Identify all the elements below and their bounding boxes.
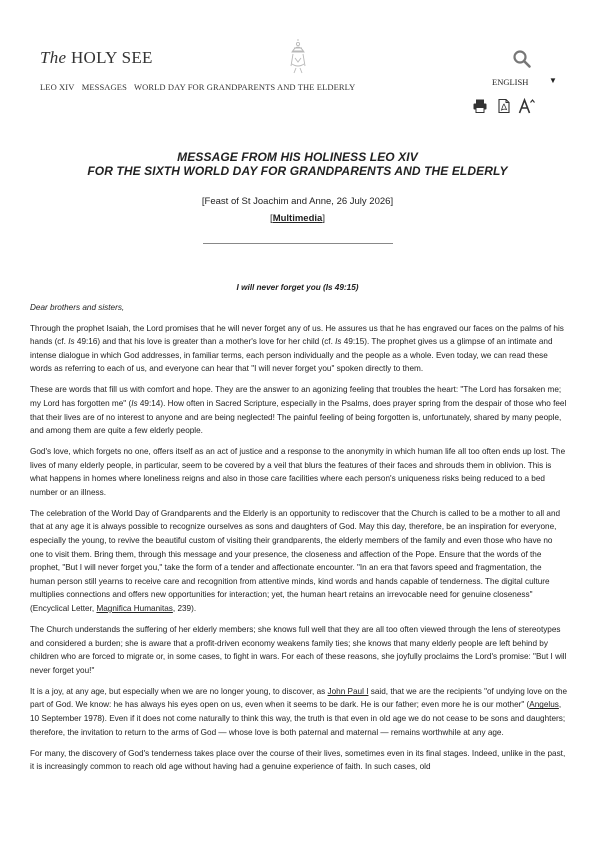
papal-emblem-icon xyxy=(283,38,313,74)
paragraph-6: It is a joy, at any age, but especially when we are no longer young, to discover, as John Paul I said, that we are the recipients "of undying love on the part of God. We know: he has always his eyes open on us, even when it seems to be dark. He is our father; even more he is our mother" (Angelus, 10 September 1978). Even if it does not come naturally to think this way, the truth is that even in old age we do not cease to be sons and daughters; therefore, the invitation to return to the arms of God — whose love is both paternal and maternal — remains worthwhile at any age. xyxy=(30,686,568,737)
paragraph-3: God's love, which forgets no one, offers itself as an act of justice and a response to the anonymity in which human life all too often ends up lost. The lives of many elderly people, in particular, seem to be covered by a veil that blurs the features of their faces and shrouds them in oblivion. This is what happens in homes where loneliness reigns and also in those care facilities where each person's uniqueness risks being reduced to a bed number or an illness. xyxy=(30,447,566,497)
john-paul-i-link[interactable]: John Paul I xyxy=(327,686,369,696)
multimedia-row xyxy=(0,213,595,224)
bracket-open: [ xyxy=(270,213,273,224)
message-subtitle: I will never forget you (Is 49:15) xyxy=(236,283,359,292)
angelus-link[interactable]: Angelus xyxy=(529,700,559,710)
paragraph-1: Through the prophet Isaiah, the Lord promises that he will never forget any of us. He assures us that he has engraved our faces on the palms of his hands (cf. Is 49:16) and that his love is greater than a mother's love for her child (cf. Is 49:15). The prophet gives us a glimpse of an intimate and intense dialogue in which God addresses, in familiar terms, each person individually and the people as a whole. Even today, we can read these words as referring to each of us, and everyone can hear that "I will never forget you" spoken directly to them. xyxy=(30,323,564,374)
logo-holy-see: HOLY SEE xyxy=(70,48,153,67)
search-icon[interactable] xyxy=(512,49,532,69)
divider xyxy=(203,243,393,244)
multimedia-link[interactable]: Multimedia xyxy=(272,213,323,224)
breadcrumb-item-leo-xiv[interactable]: LEO XIV xyxy=(40,82,75,92)
message-body xyxy=(30,301,568,781)
message-title-line-1: MESSAGE FROM HIS HOLINESS LEO XIV xyxy=(177,150,418,164)
magnifica-humanitas-link[interactable]: Magnifica Humanitas xyxy=(96,604,173,614)
breadcrumb xyxy=(40,82,360,92)
breadcrumb-item-messages[interactable]: MESSAGES xyxy=(81,82,127,92)
chevron-down-icon[interactable]: ▼ xyxy=(549,76,557,85)
pdf-icon[interactable] xyxy=(496,98,512,114)
breadcrumb-item-world-day[interactable]: WORLD DAY FOR GRANDPARENTS AND THE ELDERLY xyxy=(133,82,356,92)
site-logo[interactable] xyxy=(40,48,153,68)
paragraph-2: These are words that fill us with comfort and hope. They are the answer to an agonizing feeling that troubles the heart: "The Lord has forsaken me; my Lord has forgotten me" (Is 49:14). How often in Sacred Scripture, especially in the Psalms, does prayer spring from the despair of those who feel that their lives are of no interest to anyone and are being neglected! The painful feeling of being forgotten is, unfortunately, shared by many people, and among them are quite a few elderly people. xyxy=(30,385,567,436)
feast-date: [Feast of St Joachim and Anne, 26 July 2026] xyxy=(201,196,394,207)
text-size-icon[interactable] xyxy=(518,98,536,114)
language-selector[interactable]: ENGLISH xyxy=(492,77,529,87)
paragraph-5: The Church understands the suffering of her elderly members; she knows full well that they are all too often viewed through the lens of stereotypes and considered a burden; she is aware that a profit-driven economy weakens family ties; she knows that many elderly people are left behind by children who are forced to migrate or, in some cases, to fight in wars. For each of these reasons, she joyfully proclaims the Lord's promise: "But I will never forget you!" xyxy=(30,625,567,675)
paragraph-7: For many, the discovery of God's tenderness takes place over the course of their lives, sometimes even in its final stages. Indeed, unlike in the past, it is increasingly common to reach old age without having had a genuine experience of faith. In such cases, old xyxy=(30,748,566,772)
bracket-close: ] xyxy=(322,213,325,224)
paragraph-4: The celebration of the World Day of Grandparents and the Elderly is an opportunity to rediscover that the Church is called to be a mother to all and that at any age it is always possible to recognize ourselves as sons and daughters of God. May this day, therefore, be an inspiration for everyone, especially the young, to revive the beautiful custom of visiting their grandparents, the elderly members of the family and even those who have no one to visit them. Bring them, through this message and your presence, the closeness and affection of the Pope. Ensure that the words of the prophet, "But I will never forget you," take the form of a tender and affectionate encounter. "In an era that favors speed and fragmentation, the human person still yearns to receive care and recognition from attentive minds, kind words and hands capable of tenderness. The digital culture multiplies connections and offers new opportunities for interaction; yet, the human heart retains an irrevocable need for genuine closeness" (Encyclical Letter, Magnifica Humanitas, 239). xyxy=(30,508,561,614)
site-header xyxy=(0,0,595,100)
print-icon[interactable] xyxy=(472,98,488,114)
salutation: Dear brothers and sisters, xyxy=(30,303,125,312)
logo-the: The xyxy=(40,48,67,67)
message-title-line-2: FOR THE SIXTH WORLD DAY FOR GRANDPARENTS AND THE ELDERLY xyxy=(87,164,508,178)
